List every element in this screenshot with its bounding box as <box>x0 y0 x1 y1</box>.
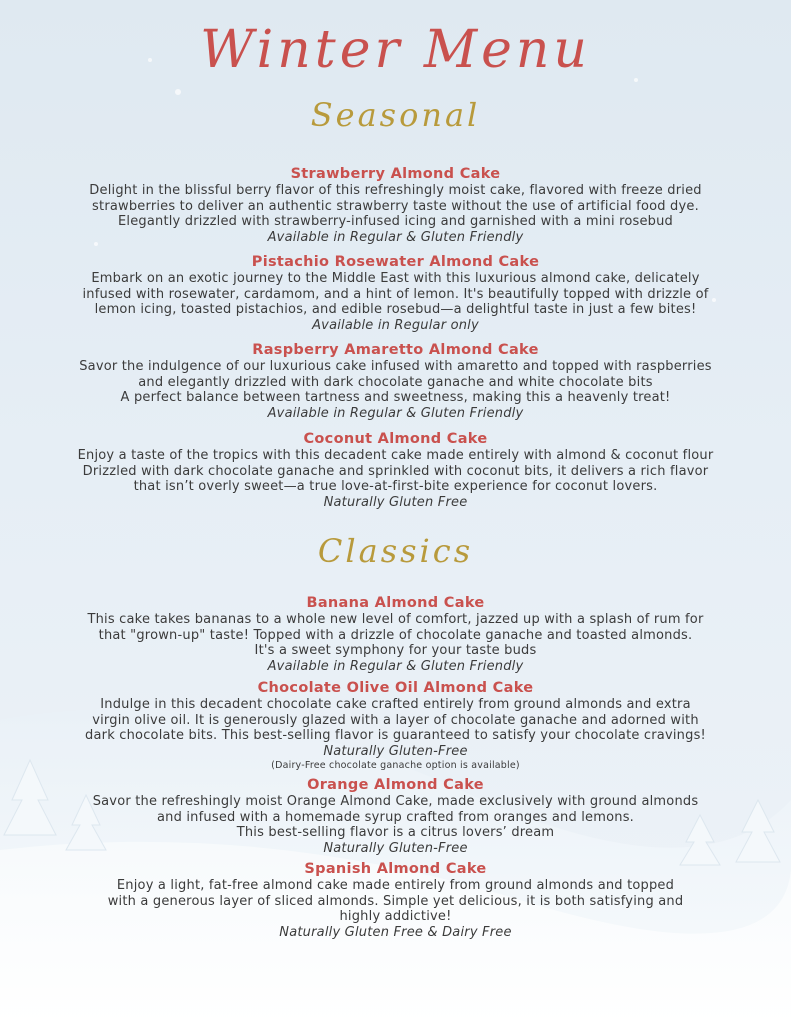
item-description-line: It's a sweet symphony for your taste buds <box>254 643 537 658</box>
item-name: Banana Almond Cake <box>306 595 485 611</box>
item-description-line: with a generous layer of sliced almonds. Simple yet delicious, it is both satisfying and <box>107 893 684 909</box>
item-availability: Available in Regular & Gluten Friendly <box>267 658 524 674</box>
item-name: Orange Almond Cake <box>307 777 484 793</box>
item-description-line: highly addictive! <box>339 909 452 924</box>
menu-item <box>40 777 751 856</box>
item-description-line: Elegantly drizzled with strawberry-infused icing and garnished with a mini rosebud <box>117 214 674 229</box>
item-availability: Available in Regular only <box>312 317 479 333</box>
menu-item <box>40 342 751 421</box>
item-description-line: Drizzled with dark chocolate ganache and sprinkled with coconut bits, it delivers a rich flavor <box>82 463 709 479</box>
item-availability: Naturally Gluten Free & Dairy Free <box>279 924 512 940</box>
item-description-line: Enjoy a light, fat-free almond cake made entirely from ground almonds and topped <box>116 878 675 893</box>
item-description-line: Indulge in this decadent chocolate cake crafted entirely from ground almonds and extra <box>100 697 691 712</box>
menu-item <box>40 680 751 772</box>
item-description-line: Savor the indulgence of our luxurious cake infused with amaretto and topped with raspberries <box>79 359 712 374</box>
item-description-line: that "grown-up" taste! Topped with a drizzle of chocolate ganache and toasted almonds. <box>98 627 693 643</box>
seasonal-heading: Seasonal <box>310 96 481 134</box>
menu-item <box>40 166 751 245</box>
item-description-line: infused with rosewater, cardamom, and a hint of lemon. It's beautifully topped with drizzle of <box>82 286 709 302</box>
item-name: Chocolate Olive Oil Almond Cake <box>257 680 534 696</box>
item-description-line: This cake takes bananas to a whole new level of comfort, jazzed up with a splash of rum for <box>87 612 704 627</box>
item-name: Pistachio Rosewater Almond Cake <box>251 254 540 270</box>
item-note: (Dairy-Free chocolate ganache option is available) <box>271 760 520 771</box>
item-availability: Naturally Gluten Free <box>323 494 468 510</box>
item-description-line: A perfect balance between tartness and sweetness, making this a heavenly treat! <box>120 390 671 405</box>
item-description-line: and elegantly drizzled with dark chocolate ganache and white chocolate bits <box>138 374 653 390</box>
item-availability: Available in Regular & Gluten Friendly <box>267 405 524 421</box>
item-description-line: and infused with a homemade syrup crafted from oranges and lemons. <box>156 809 635 825</box>
item-description-line: strawberries to deliver an authentic strawberry taste without the use of artificial food dye. <box>92 198 699 214</box>
menu-title: Winter Menu <box>200 20 591 80</box>
item-description-line: This best-selling flavor is a citrus lovers’ dream <box>236 825 555 840</box>
item-description-line: Embark on an exotic journey to the Middle East with this luxurious almond cake, delicately <box>91 271 700 286</box>
item-description-line: Savor the refreshingly moist Orange Almond Cake, made exclusively with ground almonds <box>92 794 699 809</box>
menu-item <box>40 595 751 674</box>
item-name: Coconut Almond Cake <box>303 431 488 447</box>
item-name: Spanish Almond Cake <box>304 861 487 877</box>
item-description-line: Delight in the blissful berry flavor of this refreshingly moist cake, flavored with freeze dried <box>89 183 702 198</box>
item-name: Raspberry Amaretto Almond Cake <box>252 342 539 358</box>
menu-item <box>40 431 751 510</box>
classics-heading: Classics <box>317 532 474 570</box>
item-name: Strawberry Almond Cake <box>290 166 501 182</box>
menu-item <box>40 254 751 333</box>
menu-item <box>40 861 751 940</box>
item-description-line: Enjoy a taste of the tropics with this decadent cake made entirely with almond & coconut flour <box>77 448 714 463</box>
item-description-line: that isn’t overly sweet—a true love-at-first-bite experience for coconut lovers. <box>133 479 658 494</box>
item-availability: Naturally Gluten-Free <box>323 840 468 856</box>
item-description-line: lemon icing, toasted pistachios, and edible rosebud—a delightful taste in just a few bites! <box>94 302 697 317</box>
item-description-line: virgin olive oil. It is generously glazed with a layer of chocolate ganache and adorned with <box>92 712 699 728</box>
item-availability: Naturally Gluten-Free <box>323 743 468 759</box>
item-availability: Available in Regular & Gluten Friendly <box>267 229 524 245</box>
item-description-line: dark chocolate bits. This best-selling flavor is guaranteed to satisfy your chocolate cravings! <box>85 728 706 743</box>
